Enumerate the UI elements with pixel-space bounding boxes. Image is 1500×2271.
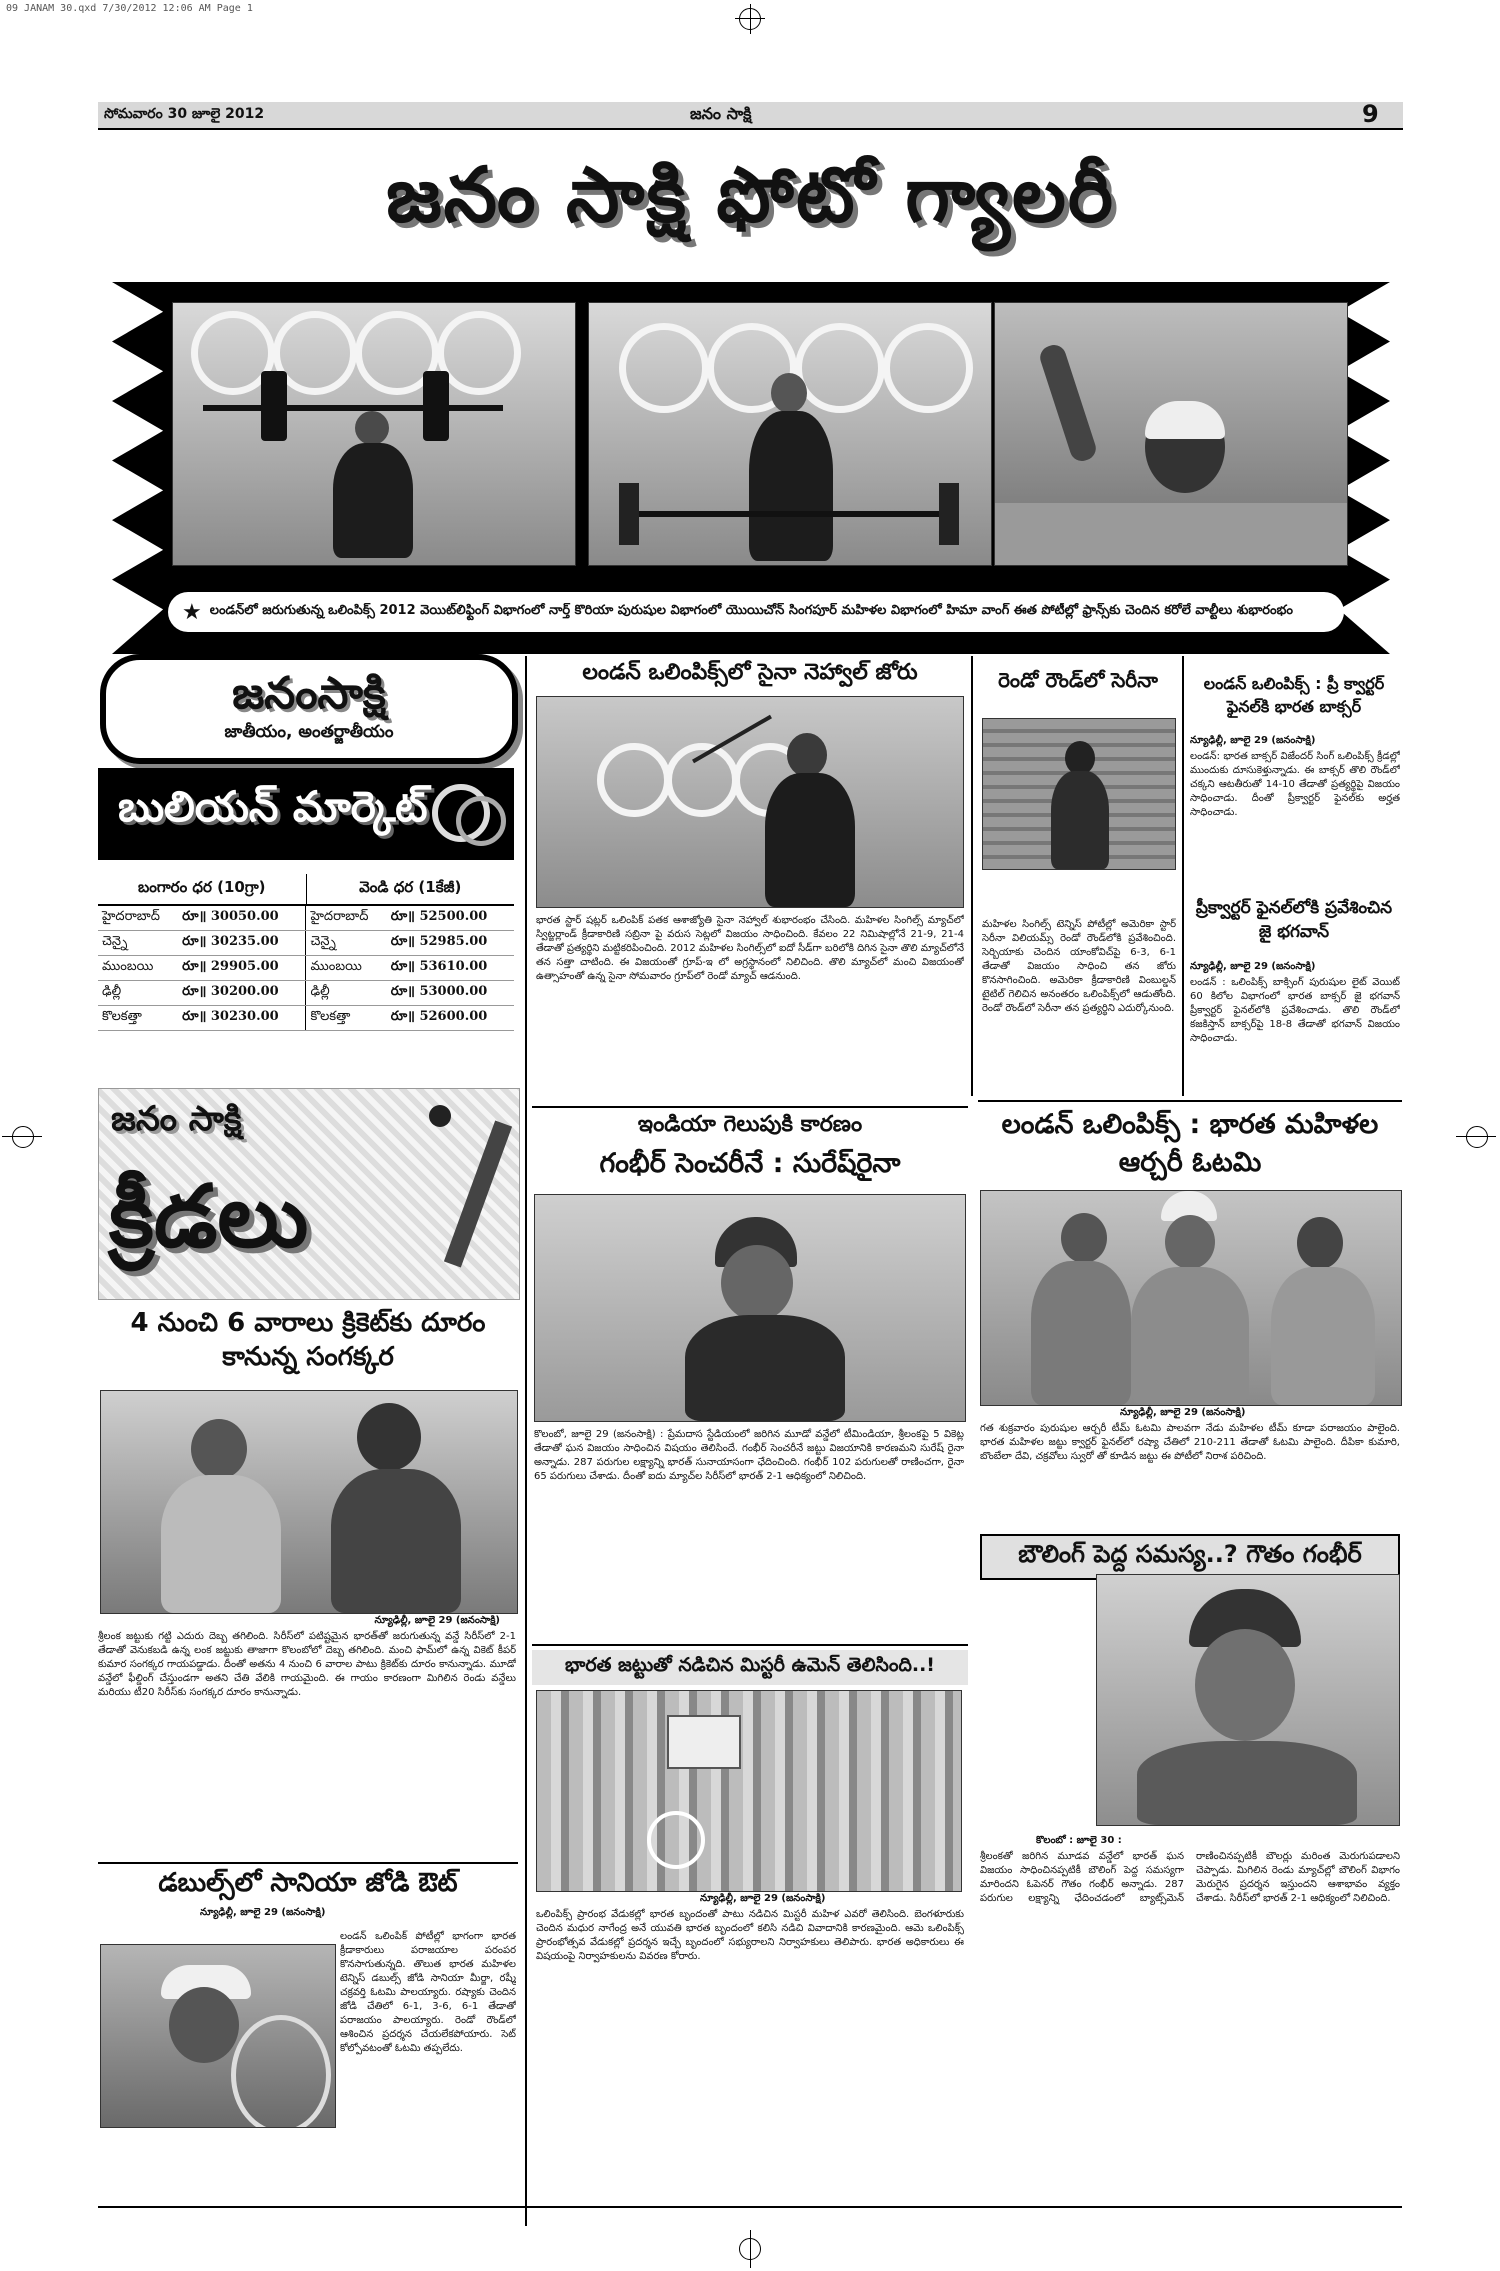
gambhir-photo [1096, 1574, 1400, 1826]
raina-body: కొలంబో, జూలై 29 (జనంసాక్షి) : ప్రేమదాస స్టేడియంలో జరిగిన మూడో వన్డేలో టీమిండియా, శ్రీలంకపై 5 వికెట్ల తేడాతో ఘన విజయం సాధించిన విషయం తెలిసిందే. గంభీర్ సెంచరీనే జట్టు విజయానికి కారణమని సురేష్ రైనా అన్నాడు. 287 పరుగుల లక్ష్యాన్ని భారత్ సునాయాసంగా ఛేదించింది. గంభీర్ 102 పరుగులతో రాణించగా, రైనా 65 పరుగులు చేశాడు. దీంతో ఐదు మ్యాచ్‌ల సిరీస్‌లో భారత్ 2-1 ఆధిక్యంలో నిలిచింది. [534, 1429, 964, 1482]
bullion-city: కొలకత్తా [306, 1006, 387, 1031]
page-banner-title: జనం సాక్షి ఫోటో గ్యాలరీ [386, 150, 1115, 239]
page-bottom-rule [98, 2206, 1402, 2208]
bharat-headline: లండన్ ఒలింపిక్స్ : ప్రీ క్వార్టర్ ఫైనల్‌కి భారత బాక్సర్ [1203, 674, 1385, 716]
bullion-city: కొలకత్తా [98, 1006, 178, 1031]
registration-mark [739, 8, 761, 30]
sports-logo-bottom: క్రీడలు [109, 1167, 309, 1267]
gallery-caption [168, 592, 1344, 632]
sania-headline: డబుల్స్‌లో సానియా జోడి ఔట్ [158, 1868, 458, 1898]
bullion-price-table [98, 906, 514, 1031]
bullion-table [98, 874, 514, 1031]
bhagwan-headline: ప్రీక్వార్టర్ ఫైనల్‌లోకి ప్రవేశించిన జై భగవాన్ [1195, 898, 1393, 942]
sania-photo [100, 1944, 336, 2128]
bullion-city: ఢిల్లీ [98, 981, 178, 1006]
folio-date: సోమవారం 30 జూలై 2012 [104, 106, 265, 122]
saina-headline: లండన్ ఒలింపిక్స్‌లో సైనా నెహ్వాల్ జోరు [582, 660, 918, 685]
star-icon: ★ [182, 599, 202, 625]
gallery-caption-text: లండన్‌లో జరుగుతున్న ఒలింపిక్స్ 2012 వెయిట్‌లిఫ్టింగ్ విభాగంలో నార్త్ కొరియా పురుషుల విభాగంలో యొయిచోన్ సింగపూర్ మహిళల విభాగంలో హిమా వాంగ్ ఈత పోటీల్లో ఫ్రాన్స్‌కు చెందిన కరోలే వాల్టీలు శుభారంభం [209, 603, 1293, 618]
sangakkara-dateline: న్యూఢిల్లీ, జూలై 29 (జనంసాక్షి) [374, 1615, 500, 1626]
bullion-row [98, 931, 514, 956]
gold-price: రూ॥ 30235.00 [178, 931, 306, 956]
silver-price: రూ॥ 53000.00 [387, 981, 514, 1006]
archery-dateline: న్యూఢిల్లీ, జూలై 29 (జనంసాక్షి) [1120, 1407, 1246, 1418]
archery-body: గత శుక్రవారం పురుషుల ఆర్చరీ టీమ్ ఓటమి పాలవగా నేడు మహిళల టీమ్ కూడా పరాజయం పాలైంది. భారత మహిళల జట్టు క్వార్టర్ ఫైనల్‌లో రష్యా చేతిలో 210-211 తేడాతో ఓటమి పాలైంది. దీపికా కుమారి, బొంబేలా దేవి, చక్రవోలు స్వురో తో కూడిన జట్టు ఈ పోటీలో నిరాశ పరిచింది. [980, 1423, 1400, 1462]
mystery-body: ఒలింపిక్స్ ప్రారంభ వేడుకల్లో భారత బృందంతో పాటు నడిచిన మిస్టరీ మహిళ ఎవరో తెలిసింది. బెంగళూరుకు చెందిన మధుర నాగేంద్ర అనే యువతి భారత బృందంలో కలిసి నడిచి వివాదానికి కారణమైంది. ఆమె ఒలింపిక్స్ ప్రారంభోత్సవ వేడుకల్లో ప్రదర్శన ఇచ్చే బృందంలో సభ్యురాలని నిర్వాహకులు తెలిపారు. భారత అధికారులు ఈ విషయంపై నిర్వాహకులను వివరణ కోరారు. [536, 1909, 964, 1962]
print-slug: 09 JANAM 30.qxd 7/30/2012 12:06 AM Page 1 [6, 3, 253, 14]
silver-price: రూ॥ 52500.00 [387, 906, 514, 931]
sania-body: లండన్ ఒలింపిక్ పోటీల్లో భాగంగా భారత క్రీడాకారులు పరాజయాల పరంపర కొనసాగుతున్నది. తొలుత భారత మహిళల టెన్నిస్ డబుల్స్ జోడి సానియా మీర్జా, రష్మీ చక్రవర్తి ఓటమి పాలయ్యారు. రష్యాకు చెందిన జోడి చేతిలో 6-1, 3-6, 6-1 తేడాతో పరాజయం పాలయ్యారు. రెండో రౌండ్‌లో ఆశించిన ప్రదర్శన చేయలేకపోయారు. సెట్ కోల్పోవటంతో ఓటమి తప్పలేదు. [340, 1931, 516, 2054]
gold-price: రూ॥ 30200.00 [178, 981, 306, 1006]
saina-body: భారత స్టార్ షట్లర్ ఒలింపిక్ పతక ఆశాజ్యోతి సైనా నెహ్వాల్ శుభారంభం చేసింది. మహిళల సింగిల్స్ మ్యాచ్‌లో స్విట్జర్లాండ్ క్రీడాకారిణి సబ్రినా పై వరుస సెట్లలో విజయం సాధించింది. కేవలం 22 నిమిషాల్లోనే 21-9, 21-4 తేడాతో ప్రత్యర్థిని మట్టికరిపించింది. 2012 మహిళల సింగిల్స్‌లో ఐదో సీడ్‌గా బరిలోకి దిగిన సైనా తొలి మ్యాచ్‌లోనే తన సత్తా చాటింది. ఈ విజయంతో గ్రూప్-ఇ లో అగ్రస్థానంలో నిలిచింది. తొలి మ్యాచ్‌లో మంచి విజయంతో ఉత్సాహంతో ఉన్న సైనా సోమవారం గ్రూప్‌లో రెండో మ్యాచ్ ఆడనుంది. [536, 915, 964, 982]
swimmer-photo [994, 302, 1348, 566]
folio-paper-logo: జనం సాక్షి [690, 104, 752, 123]
crop-mark [750, 2230, 751, 2268]
bullion-title: బులియన్ మార్కెట్ [118, 782, 428, 831]
sangakkara-headline: 4 నుంచి 6 వారాలు క్రికెట్‌కు దూరం కానున్న సంగక్కర [130, 1308, 486, 1372]
bullion-city: ముంబయి [98, 956, 178, 981]
page-number: 9 [1362, 100, 1379, 128]
saina-photo [536, 696, 964, 908]
registration-mark [12, 1126, 34, 1148]
sports-logo-top: జనం సాక్షి [111, 1099, 242, 1139]
crop-mark [1456, 1136, 1496, 1137]
crop-mark [735, 18, 765, 19]
archery-headline: లండన్ ఒలింపిక్స్ : భారత మహిళల ఆర్చరీ ఓటమి [1001, 1109, 1379, 1178]
serena-photo [982, 718, 1176, 870]
bullion-city: ముంబయి [306, 956, 387, 981]
gold-price: రూ॥ 30050.00 [178, 906, 306, 931]
crop-mark [2, 1136, 42, 1137]
rings-icon [456, 796, 506, 846]
serena-body: మహిళల సింగిల్స్ టెన్నిస్ పోటీల్లో అమెరికా స్టార్ సెరీనా విలియమ్స్ రెండో రౌండ్‌లోకి ప్రవేశించింది. సెర్బియాకు చెందిన యాంకోవిచ్‌పై 6-3, 6-1 తేడాతో విజయం సాధించి తన జోరు కొనసాగించింది. అమెరికా క్రీడాకారిణి వింబుల్డన్ టైటిల్ గెలిచిన అనంతరం ఒలింపిక్స్‌లో ఆడుతోంది. రెండో రౌండ్‌లో సెరీనా తన ప్రత్యర్థిని ఎదుర్కోనుంది. [982, 919, 1176, 1014]
bullion-city: చెన్నై [306, 931, 387, 956]
gambhir-headline: బౌలింగ్ పెద్ద సమస్య..? గౌతం గంభీర్ [980, 1534, 1400, 1580]
archery-photo [980, 1190, 1402, 1406]
gambhir-dateline: కొలంబో : జూలై 30 : [1036, 1835, 1122, 1846]
mystery-headline: భారత జట్టుతో నడిచిన మిస్టరీ ఉమెన్ తెలిసింది..! [532, 1650, 968, 1685]
bullion-row [98, 956, 514, 981]
sania-dateline: న్యూఢిల్లీ, జూలై 29 (జనంసాక్షి) [200, 1907, 326, 1918]
bharat-body: లండన్: భారత బాక్సర్ విజేందర్ సింగ్ ఒలింపిక్స్ క్రీడల్లో ముందుకు దూసుకెళ్తున్నాడు. ఈ బాక్సర్ తొలి రౌండ్‌లో చక్కని ఆటతీరుతో 14-10 తేడాతో ప్రత్యర్థిపై విజయం సాధించాడు. దీంతో ప్రీక్వార్టర్ ఫైనల్‌కు అర్హత సాధించాడు. [1190, 751, 1400, 818]
bullion-city: హైదరాబాద్ [98, 906, 178, 931]
gold-price-header: బంగారం ధర (10గ్రా) [138, 878, 266, 896]
silver-price: రూ॥ 52985.00 [387, 931, 514, 956]
sports-logo [98, 1088, 520, 1300]
olympic-parade-photo [536, 1690, 962, 1892]
cricket-bat-icon [444, 1120, 512, 1267]
silver-price-header: వెండి ధర (1కేజీ) [306, 874, 515, 904]
bharat-dateline: న్యూఢిల్లీ, జూలై 29 (జనంసాక్షి) [1190, 735, 1316, 746]
masthead-box-subtitle: జాతీయం, అంతర్జాతీయం [224, 722, 394, 742]
serena-headline: రెండో రౌండ్‌లో సెరీనా [998, 668, 1158, 692]
weightlifter-man-photo [172, 302, 576, 566]
mystery-dateline: న్యూఢిల్లీ, జూలై 29 (జనంసాక్షి) [700, 1893, 826, 1904]
bhagwan-dateline: న్యూఢిల్లీ, జూలై 29 (జనంసాక్షి) [1190, 961, 1316, 972]
bullion-row [98, 1006, 514, 1031]
sangakkara-photo [100, 1390, 518, 1614]
bullion-row [98, 981, 514, 1006]
sangakkara-body: శ్రీలంక జట్టుకు గట్టి ఎదురు దెబ్బ తగిలింది. సిరీస్‌లో పటిష్టమైన భారత్‌తో జరుగుతున్న వన్డే సిరీస్‌లో 2-1 తేడాతో వెనుకబడి ఉన్న లంక జట్టుకు తాజాగా కొలంబోలో దెబ్బ తగిలింది. మంచి ఫామ్‌లో ఉన్న వికెట్ కీపర్ కుమార సంగక్కర గాయపడ్డాడు. దీంతో అతను 4 నుంచి 6 వారాల పాటు క్రికెట్‌కు దూరం కానున్నాడు. మూడో వన్డేలో ఫీల్డింగ్ చేస్తుండగా అతని చేతి వేలికి గాయమైంది. ఈ గాయం కారణంగా మిగిలిన రెండు వన్డేలు మరియు టీ20 సిరీస్‌కు సంగక్కర దూరం కానున్నాడు. [98, 1631, 516, 1698]
weightlifter-woman-photo [588, 302, 992, 566]
silver-price: రూ॥ 53610.00 [387, 956, 514, 981]
raina-headline: గంభీర్ సెంచరీనే : సురేష్‌రైనా [599, 1148, 901, 1179]
bhagwan-body: లండన్ : ఒలింపిక్స్ బాక్సింగ్ పురుషుల లైట్ వెయిట్ 60 కిలోల విభాగంలో భారత బాక్సర్ జై భగవాన్ ప్రీక్వార్టర్ ఫైనల్‌లోకి ప్రవేశించాడు. తొలి రౌండ్‌లో కజకిస్తాన్ బాక్సర్‌పై 18-8 తేడాతో భగవాన్ విజయం సాధించాడు. [1190, 977, 1400, 1044]
raina-photo [534, 1194, 966, 1422]
bullion-city: ఢిల్లీ [306, 981, 387, 1006]
bullion-row [98, 906, 514, 931]
registration-mark [1466, 1126, 1488, 1148]
silver-price: రూ॥ 52600.00 [387, 1006, 514, 1031]
bullion-city: హైదరాబాద్ [306, 906, 387, 931]
gambhir-body: శ్రీలంకతో జరిగిన మూడవ వన్డేలో భారత్ ఘన విజయం సాధించినప్పటికీ బౌలింగ్ పెద్ద సమస్యగా మారిందని ఓపెనర్ గౌతం గంభీర్ అన్నాడు. 287 పరుగుల లక్ష్యాన్ని ఛేదించడంలో బ్యాట్స్‌మెన్ రాణించినప్పటికీ బౌలర్లు మరింత మెరుగుపడాలని చెప్పాడు. మిగిలిన రెండు మ్యాచ్‌ల్లో బౌలింగ్ విభాగం మెరుగైన ప్రదర్శన ఇస్తుందని ఆశాభావం వ్యక్తం చేశాడు. సిరీస్‌లో భారత్ 2-1 ఆధిక్యంలో నిలిచింది. [980, 1851, 1400, 1904]
gold-price: రూ॥ 30230.00 [178, 1006, 306, 1031]
raina-kicker: ఇండియా గెలుపుకి కారణం [637, 1112, 863, 1137]
bullion-city: చెన్నై [98, 931, 178, 956]
masthead-box-title: జనంసాక్షి [232, 668, 386, 719]
ball-icon [429, 1105, 451, 1127]
gold-price: రూ॥ 29905.00 [178, 956, 306, 981]
